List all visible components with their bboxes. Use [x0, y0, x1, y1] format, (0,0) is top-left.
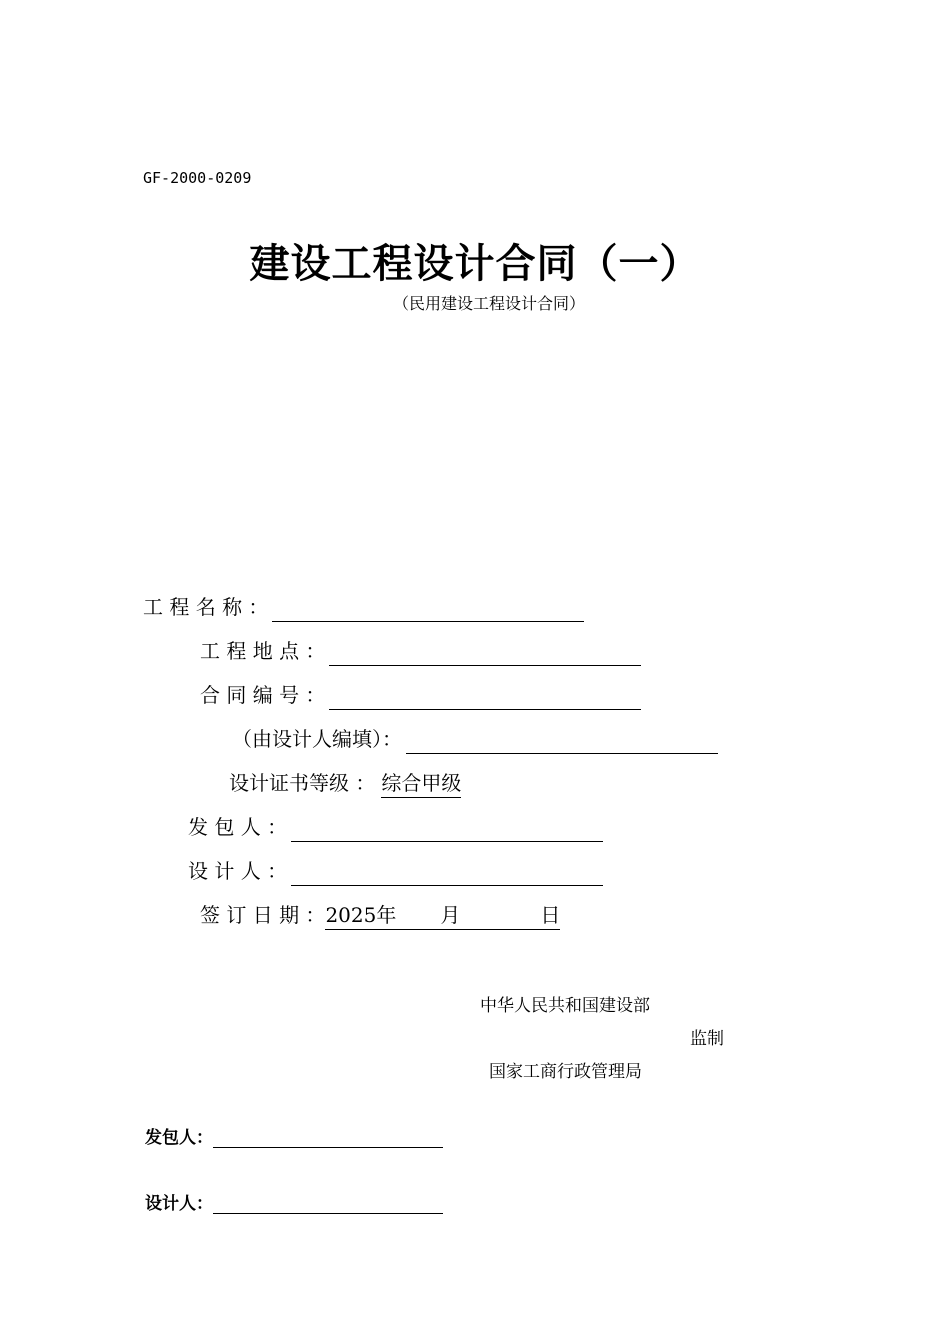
contract-number-label: 合 同 编 号 ：: [200, 683, 326, 707]
designer-fill-label: （由设计人编填）：: [232, 727, 402, 751]
sign-date-value[interactable]: [325, 903, 560, 930]
contract-number-blank[interactable]: [329, 685, 641, 710]
signature-employer: [145, 1123, 443, 1148]
signature-employer-label: 发包人：: [145, 1128, 213, 1148]
field-project-location: [200, 636, 641, 666]
sign-date-label: 签 订 日 期 ：: [200, 903, 326, 927]
field-cert-grade: [229, 768, 461, 798]
signature-designer-label: 设计人：: [145, 1194, 213, 1214]
project-location-blank[interactable]: [329, 641, 641, 666]
field-sign-date: [200, 900, 560, 930]
field-project-name: [143, 592, 584, 622]
employer-blank[interactable]: [291, 817, 603, 842]
issuer-bureau: 国家工商行政管理局: [489, 1062, 642, 1082]
date-year: 2025年: [325, 903, 397, 927]
date-month: 月: [440, 903, 461, 927]
project-location-label: 工 程 地 点 ：: [200, 639, 326, 663]
employer-label: 发 包 人 ：: [188, 815, 288, 839]
document-subtitle: （民用建设工程设计合同）: [392, 294, 585, 313]
field-designer-fill: [232, 724, 718, 754]
field-employer: [188, 812, 603, 842]
designer-blank[interactable]: [291, 861, 603, 886]
issuer-supervised: 监制: [690, 1029, 724, 1049]
designer-label: 设 计 人 ：: [188, 859, 288, 883]
signature-designer: [145, 1189, 443, 1214]
document-code: GF-2000-0209: [143, 169, 252, 187]
date-day: 日: [540, 903, 561, 927]
cert-grade-label: 设计证书等级 ：: [229, 771, 376, 795]
cert-grade-value: 综合甲级: [381, 771, 461, 798]
issuer-ministry: 中华人民共和国建设部: [480, 996, 650, 1016]
signature-employer-blank[interactable]: [213, 1127, 443, 1148]
field-contract-number: [200, 680, 641, 710]
project-name-label: 工 程 名 称 ：: [143, 595, 269, 619]
document-title: 建设工程设计合同（一）: [249, 241, 701, 287]
field-designer: [188, 856, 603, 886]
signature-designer-blank[interactable]: [213, 1193, 443, 1214]
designer-fill-blank[interactable]: [406, 729, 718, 754]
project-name-blank[interactable]: [272, 597, 584, 622]
